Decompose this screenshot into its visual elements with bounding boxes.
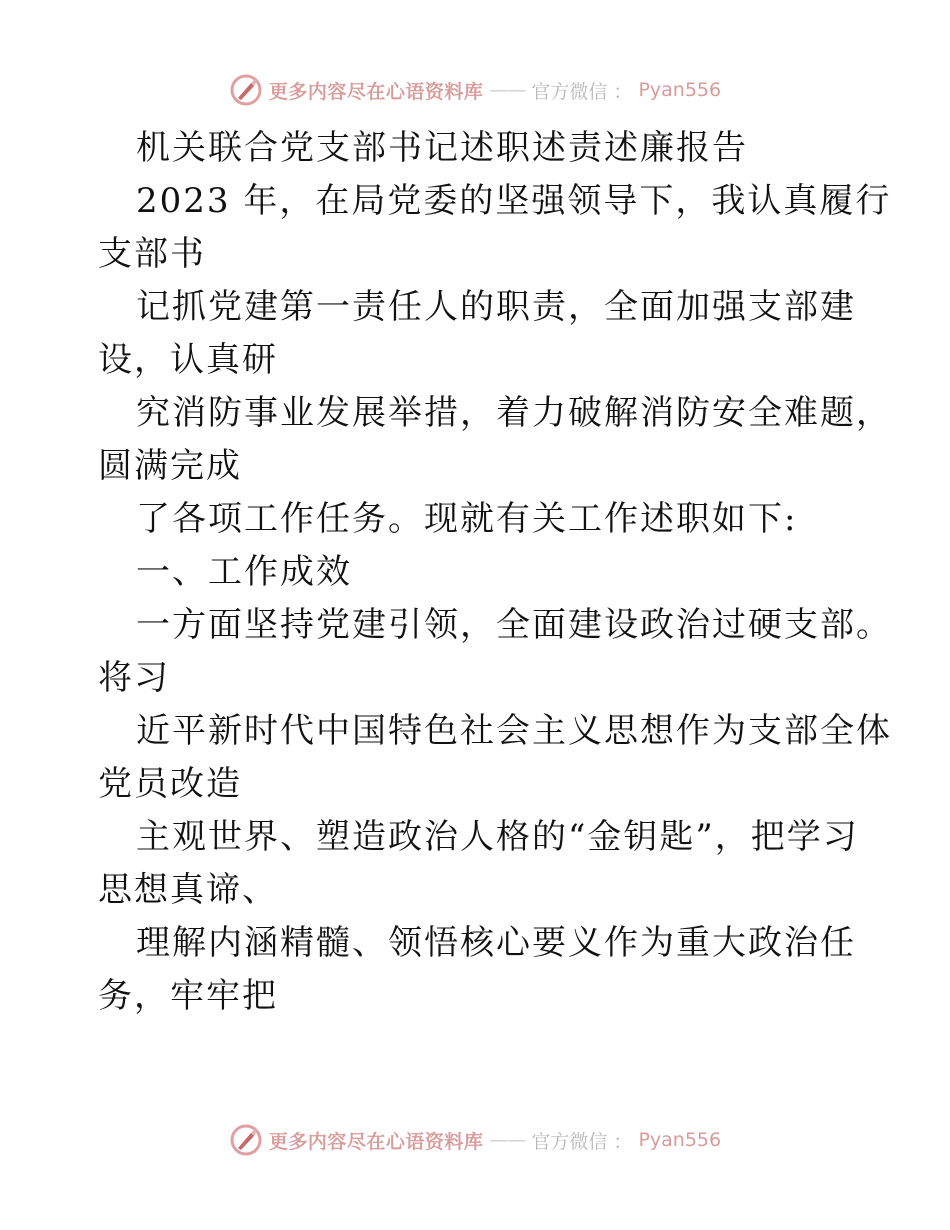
text-line: 理解内涵精髓、领悟核心要义作为重大政治任 [136,923,856,963]
text-line: 一方面坚持党建引领，全面建设政治过硬支部。 [136,605,892,645]
text-line: 一、工作成效 [136,552,352,592]
watermark-separator: ： [613,80,633,103]
text-line: 思想真谛、 [98,870,278,910]
watermark-wechat-label: 官方微信 [531,1130,608,1153]
watermark-dash: —— [489,79,526,101]
text-line: 支部书 [98,234,206,274]
watermark-wechat-label: 官方微信 [531,80,608,103]
quill-pen-icon [229,73,263,107]
text-line: 设，认真研 [98,340,278,380]
text-line: 主观世界、塑造政治人格的“金钥匙”，把学习 [136,817,859,857]
quill-pen-icon [229,1123,263,1157]
text-line: 圆满完成 [98,446,242,486]
text-line: 机关联合党支部书记述职述责述廉报告 [136,128,748,168]
text-line: 党员改造 [98,764,242,804]
watermark-wechat-id: Pyan556 [638,79,722,101]
text-line: 了各项工作任务。现就有关工作述职如下: [136,499,798,539]
watermark-separator: ： [613,1130,633,1153]
text-line: 将习 [98,658,170,698]
watermark-text: 更多内容尽在心语资料库 [268,80,484,103]
footer-watermark [0,1120,950,1160]
header-watermark [0,70,950,110]
text-line: 究消防事业发展举措，着力破解消防安全难题， [136,393,892,433]
document-body [98,122,892,1023]
text-line: 2023 年，在局党委的坚强领导下，我认真履行 [136,181,892,221]
text-line: 记抓党建第一责任人的职责，全面加强支部建 [136,287,856,327]
text-line: 务，牢牢把 [98,976,278,1016]
watermark-dash: —— [489,1129,526,1151]
watermark-wechat-id: Pyan556 [638,1129,722,1151]
text-line: 近平新时代中国特色社会主义思想作为支部全体 [136,711,892,751]
watermark-text: 更多内容尽在心语资料库 [268,1130,484,1153]
